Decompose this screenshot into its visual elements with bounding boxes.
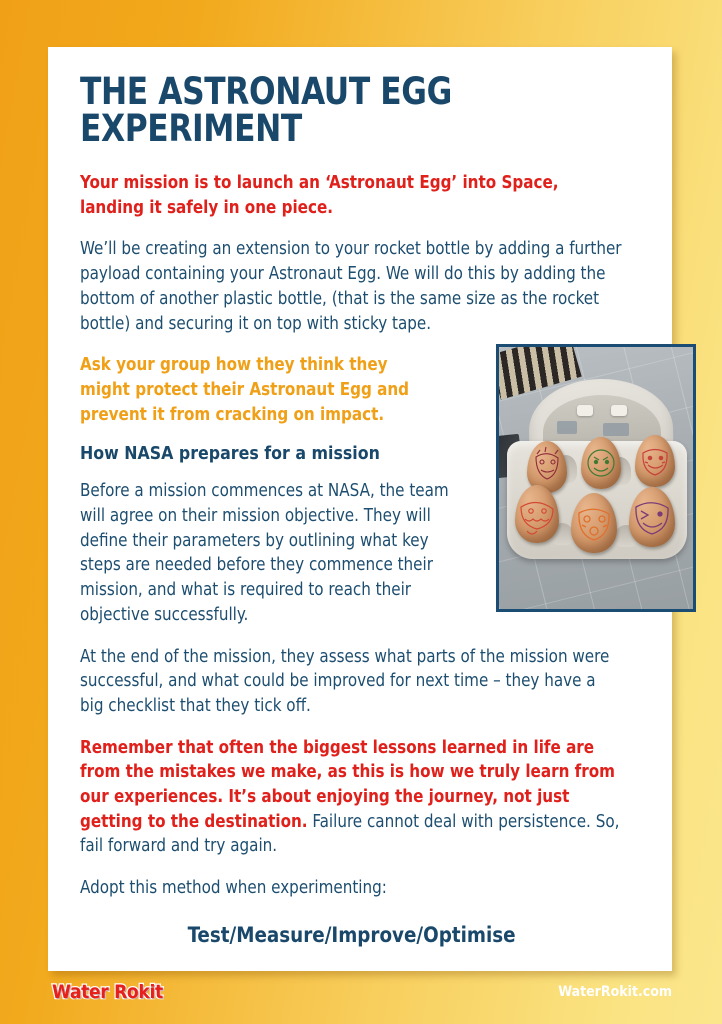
egg-5-face <box>571 493 617 553</box>
page-footer <box>0 971 722 1024</box>
lid-bump-right <box>611 405 627 416</box>
assess-paragraph: At the end of the mission, they assess what parts of the mission were successful, and what could be improved for next time – they have a big checklist that they tick off. <box>80 646 610 716</box>
worksheet-body <box>48 47 672 951</box>
method-line: Test/Measure/Improve/Optimise <box>187 922 516 947</box>
egg-2-face <box>581 437 621 489</box>
egg-carton-photo <box>496 344 696 612</box>
remember-paragraph <box>80 736 623 860</box>
remember-tail-text: Failure cannot deal with persistence. So, fail forward and try again. <box>80 811 620 857</box>
egg-4 <box>515 485 559 543</box>
photo-scene <box>499 347 693 609</box>
egg-2 <box>581 437 621 489</box>
egg-3 <box>635 435 675 487</box>
adopt-method-line: Adopt this method when experimenting: <box>80 878 387 899</box>
egg-3-face <box>635 435 675 487</box>
remember-bold-text: Remember that often the biggest lessons learned in life are from the mistakes we make, as this is how we truly learn from our experiences. It’s about enjoying the journey, not just getting to the destination. <box>80 737 616 832</box>
carton-label-right <box>603 423 629 436</box>
page-title: THE ASTRONAUT EGG EXPERIMENT <box>80 70 452 150</box>
lid-bump-left <box>577 405 593 416</box>
egg-5 <box>571 493 617 553</box>
website-url[interactable]: WaterRokit.com <box>558 984 672 1000</box>
worksheet-card <box>48 47 672 971</box>
nasa-paragraph: Before a mission commences at NASA, the team will agree on their mission objective. They will define their parameters by outlining what key steps are needed before they commence their mission, and what is required to reach their objective successfully. <box>80 481 449 625</box>
egg-4-face <box>515 485 559 543</box>
water-rokit-logo[interactable]: Water Rokit <box>52 981 163 1003</box>
paragraph-extension: We’ll be creating an extension to your rocket bottle by adding a further payload containing your Astronaut Egg. We will do this by adding the bottom of another plastic bottle, (that is the same size as the rocket bottle) and securing it on top with sticky tape. <box>80 239 622 334</box>
egg-6 <box>629 487 675 547</box>
nasa-heading: How NASA prepares for a mission <box>80 444 380 465</box>
carton-label-left <box>557 421 577 434</box>
mission-statement: Your mission is to launch an ‘Astronaut Egg’ into Space, landing it safely in one piece. <box>80 173 559 218</box>
ask-group-paragraph: Ask your group how they think they might protect their Astronaut Egg and prevent it from cracking on impact. <box>80 355 410 425</box>
egg-6-face <box>629 487 675 547</box>
